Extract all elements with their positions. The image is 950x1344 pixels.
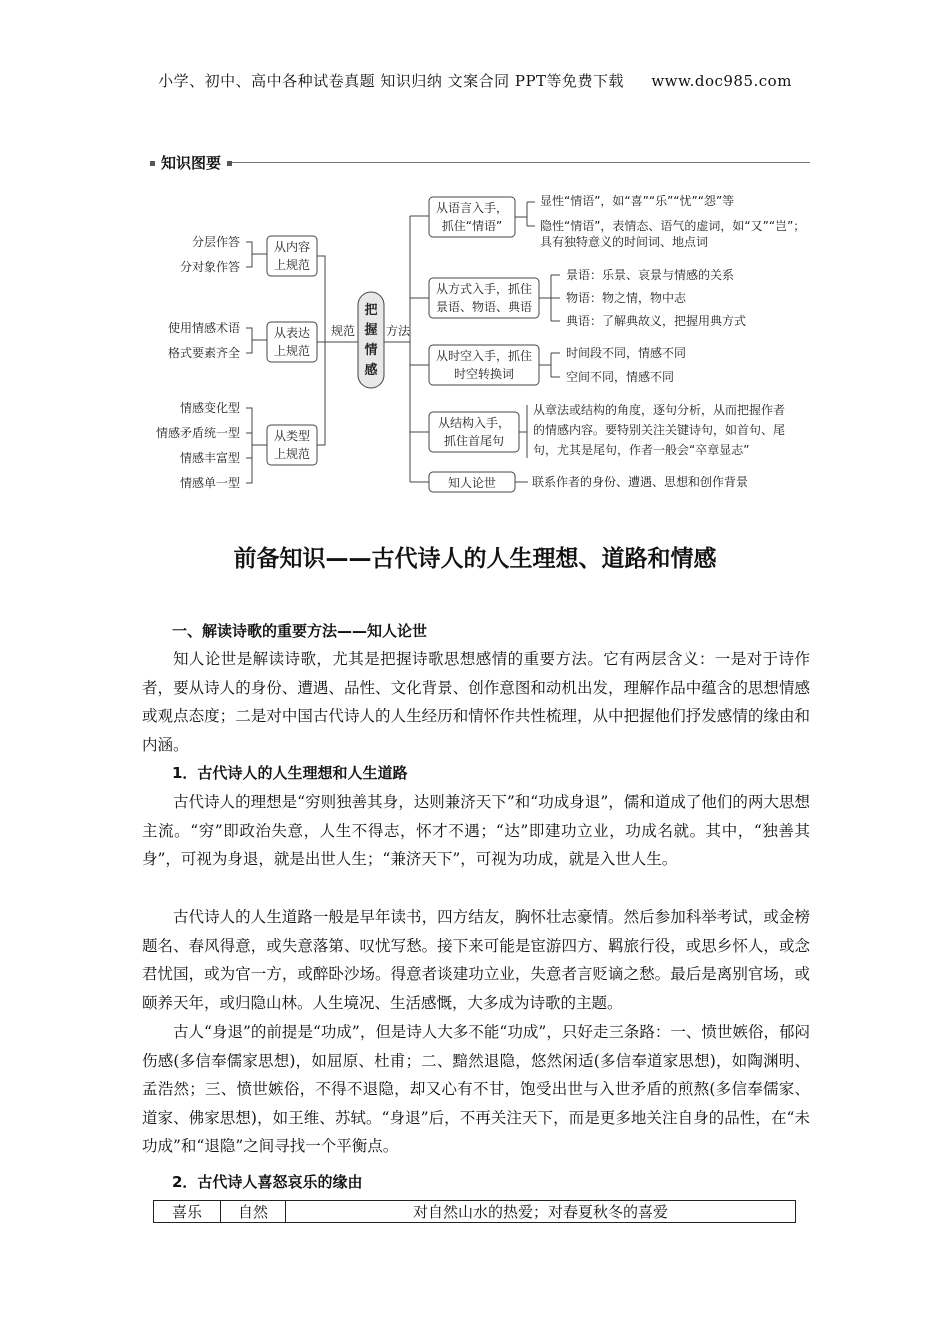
- left-item: 情感矛盾统一型: [155, 426, 240, 440]
- right-note: 隐性“情语”，表情态、语气的虚词，如“又”“岂”；: [540, 219, 806, 233]
- right-note: 空间不同，情感不同: [566, 370, 675, 384]
- left-box-line: 上规范: [273, 447, 311, 461]
- header-left-text: 小学、初中、高中各种试卷真题 知识归纳 文案合同 PPT等免费下载: [158, 72, 625, 90]
- right-box-line: 从语言入手，: [435, 201, 509, 215]
- left-item: 使用情感术语: [167, 321, 240, 335]
- right-note: 句，尤其是尾句，作者一般会“卒章显志”: [533, 443, 750, 457]
- header-url[interactable]: www.doc985.com: [651, 72, 792, 90]
- right-box-line: 从结构入手，: [437, 416, 511, 430]
- emotion-table: [153, 1200, 796, 1223]
- center-char: 把: [364, 303, 378, 318]
- left-box-line: 从类型: [273, 429, 311, 443]
- paragraph-2: 古代诗人的理想是“穷则独善其身，达则兼济天下”和“功成身退”，儒和道成了他们的两大思想主流。“穷”即政治失意，人生不得志，怀才不遇；“达”即建功立业，功成名就。其中，“独善其身”，可视为身退，就是出世人生；“兼济天下”，可视为功成，就是入世人生。: [142, 793, 810, 868]
- right-group-structure: [429, 402, 785, 458]
- left-branch-char: 规范: [330, 324, 356, 338]
- right-box-line: 景语、物语、典语: [435, 300, 533, 314]
- right-group-knowperson: [429, 472, 748, 492]
- page-title: 前备知识——古代诗人的人生理想、道路和情感: [233, 546, 717, 572]
- right-box-line: 从时空入手，抓住: [435, 349, 533, 363]
- square-bullet-icon: [150, 161, 155, 166]
- knowledge-mindmap: [0, 180, 950, 500]
- left-group-type: [156, 400, 317, 490]
- table-cell: 喜乐: [154, 1201, 221, 1223]
- right-note: 联系作者的身份、遭遇、思想和创作背景: [532, 475, 749, 489]
- left-box-line: 上规范: [273, 344, 311, 358]
- right-branch-char: 方法: [385, 324, 411, 338]
- right-note: 物语：物之情，物中志: [566, 291, 687, 305]
- right-box-line: 从方式入手，抓住: [435, 282, 533, 296]
- section-divider: [232, 162, 810, 163]
- center-char: 握: [364, 323, 378, 338]
- table-cell: 对自然山水的热爱；对春夏秋冬的喜爱: [286, 1201, 796, 1223]
- center-char: 感: [364, 363, 378, 378]
- right-box-line: 时空转换词: [453, 367, 515, 381]
- heading-2: 2．古代诗人喜怒哀乐的缘由: [172, 1173, 363, 1191]
- page-header: [0, 70, 950, 91]
- right-note: 景语：乐景、哀景与情感的关系: [566, 268, 735, 282]
- paragraph-1: 知人论世是解读诗歌，尤其是把握诗歌思想感情的重要方法。它有两层含义：一是对于诗作者，要从诗人的身份、遭遇、品性、文化背景、创作意图和动机出发，理解作品中蕴含的思想情感或观点态度；二是对中国古代诗人的人生经历和情怀作共性梳理，从中把握他们抒发感情的缘由和内涵。: [142, 650, 810, 754]
- right-group-method: [429, 267, 746, 328]
- right-note: 具有独特意义的时间词、地点词: [540, 235, 709, 249]
- right-note: 时间段不同，情感不同: [566, 346, 687, 360]
- right-box-line: 抓住“情语”: [441, 219, 503, 233]
- left-box-line: 从内容: [273, 240, 311, 254]
- left-box-line: 上规范: [273, 258, 311, 272]
- right-group-timespace: [429, 345, 686, 385]
- left-group-expression: [168, 320, 317, 362]
- left-group-content: [180, 234, 317, 276]
- table-cell: 自然: [221, 1201, 286, 1223]
- left-item: 格式要素齐全: [167, 346, 240, 360]
- paragraph-3: 古代诗人的人生道路一般是早年读书，四方结友，胸怀壮志豪情。然后参加科举考试，或金榜题名、春风得意，或失意落第、叹忧写愁。接下来可能是宦游四方、羁旅行役，或思乡怀人，或念君忧国，或为官一方，或醉卧沙场。得意者谈建功立业，失意者言贬谪之愁。最后是离别官场，或颐养天年，或归隐山林。人生境况、生活感慨，大多成为诗歌的主题。: [142, 908, 810, 1012]
- center-char: 情: [364, 343, 378, 358]
- left-box-line: 从表达: [273, 326, 311, 340]
- section-label: [144, 152, 238, 173]
- heading-one: 一、解读诗歌的重要方法——知人论世: [172, 622, 428, 640]
- left-item: 情感单一型: [179, 476, 240, 490]
- left-item: 分层作答: [191, 235, 240, 249]
- right-box-line: 知人论世: [447, 476, 497, 490]
- section-label-text: 知识图要: [161, 154, 222, 172]
- right-note: 从章法或结构的角度，逐句分析，从而把握作者: [533, 403, 786, 417]
- right-note: 的情感内容。要特别关注关键诗句，如首句、尾: [533, 423, 786, 437]
- paragraph-4: 古人“身退”的前提是“功成”，但是诗人大多不能“功成”，只好走三条路：一、愤世嫉俗，郁闷伤感(多信奉儒家思想)，如屈原、杜甫；二、黯然退隐，悠然闲适(多信奉道家思想)，如陶渊明、孟浩然；三、愤世嫉俗，不得不退隐，却又心有不甘，饱受出世与入世矛盾的煎熬(多信奉儒家、道家、佛家思想)，如王维、苏轼。“身退”后，不再关注天下，而是更多地关注自身的品性，在“未功成”和“退隐”之间寻找一个平衡点。: [142, 1023, 810, 1155]
- right-note: 典语：了解典故义，把握用典方式: [566, 314, 747, 328]
- heading-1: 1．古代诗人的人生理想和人生道路: [172, 764, 408, 782]
- table-row: [154, 1201, 796, 1223]
- right-group-language: [429, 193, 805, 249]
- left-item: 情感丰富型: [179, 451, 240, 465]
- right-note: 显性“情语”，如“喜”“乐”“忧”“怨”等: [540, 194, 735, 208]
- left-item: 分对象作答: [179, 260, 240, 274]
- left-item: 情感变化型: [179, 401, 240, 415]
- right-box-line: 抓住首尾句: [443, 434, 505, 448]
